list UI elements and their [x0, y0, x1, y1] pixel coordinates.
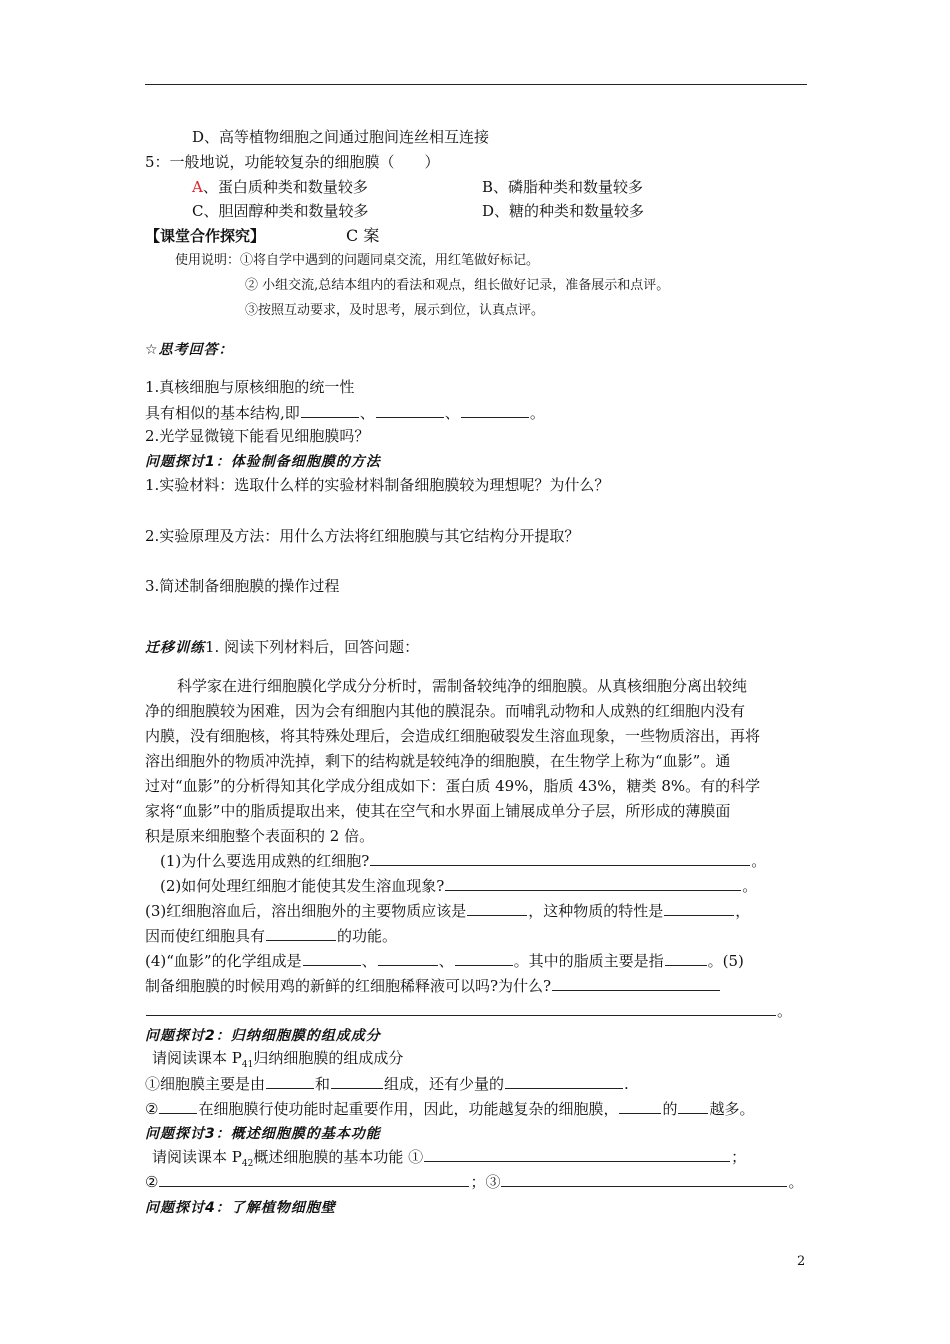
- read-pre: 请阅读课本 P: [152, 1049, 242, 1067]
- explore-2-line-1: [145, 1073, 629, 1094]
- q5-option-c: C、胆固醇种类和数量较多: [192, 202, 369, 220]
- answer-blank[interactable]: [376, 402, 444, 418]
- answer-blank[interactable]: [665, 950, 707, 966]
- answer-blank[interactable]: [467, 900, 527, 916]
- answer-blank[interactable]: [445, 875, 741, 891]
- sq3-text-e: 的功能。: [337, 927, 398, 945]
- explore-1-q1: 1.实验材料：选取什么样的实验材料制备细胞膜较为理想呢？为什么？: [145, 476, 610, 494]
- option-a-text: 、蛋白质种类和数量较多: [202, 178, 368, 196]
- answer-blank[interactable]: [619, 1098, 661, 1114]
- l2d: 越多。: [709, 1100, 755, 1118]
- usage-note-2: ② 小组交流,总结本组内的看法和观点，组长做好记录，准备展示和点评。: [245, 278, 670, 293]
- answer-blank[interactable]: [664, 900, 734, 916]
- answer-blank[interactable]: [301, 402, 359, 418]
- sub-question-2: [160, 875, 757, 896]
- sub-question-1: [160, 850, 766, 871]
- explore-3-title: 问题探讨3：概述细胞膜的基本功能: [145, 1126, 381, 1142]
- material-line-5: 过对“血影”的分析得知其化学成分组成如下：蛋白质 49%，脂质 43%，糖类 8%。有的科学: [145, 777, 761, 795]
- answer-blank[interactable]: [461, 402, 529, 418]
- semicolon: ；: [731, 1148, 747, 1166]
- sq5-text: 制备细胞膜的时候用鸡的新鲜的红细胞稀释液可以吗?为什么?: [145, 977, 552, 995]
- usage-note-3: ③按照互动要求，及时思考，展示到位，认真点评。: [245, 303, 545, 318]
- separator: 、: [361, 952, 377, 970]
- separator: 、: [444, 404, 460, 422]
- read-post: 归纳细胞膜的组成成分: [253, 1049, 404, 1067]
- answer-blank[interactable]: [159, 1171, 469, 1187]
- circle-2: ②: [145, 1173, 159, 1191]
- q5-option-a: [192, 177, 368, 197]
- option-a-letter: A: [192, 178, 203, 196]
- read-post: 概述细胞膜的基本功能 ①: [253, 1148, 424, 1166]
- material-line-1: 科学家在进行细胞膜化学成分分析时，需制备较纯净的细胞膜。从真核细胞分离出较纯: [177, 677, 748, 695]
- sub-question-3: [145, 900, 750, 921]
- answer-blank[interactable]: [424, 1146, 730, 1162]
- l2c: 的: [662, 1100, 678, 1118]
- material-line-6: 家将“血影”中的脂质提取出来，使其在空气和水界面上铺展成单分子层，所形成的薄膜面: [145, 802, 731, 820]
- think-q1-line: [145, 402, 545, 423]
- explore-1-title: 问题探讨1：体验制备细胞膜的方法: [145, 454, 381, 470]
- answer-blank[interactable]: [303, 950, 361, 966]
- material-line-3: 内膜，没有细胞核，将其特殊处理后，会造成红细胞破裂发生溶血现象，一些物质溶出，再将: [145, 727, 761, 745]
- answer-blank[interactable]: [370, 850, 750, 866]
- answer-blank[interactable]: [455, 950, 513, 966]
- sq3-text-a: (3)红细胞溶血后，溶出细胞外的主要物质应该是: [145, 902, 467, 920]
- l2b: 在细胞膜行使功能时起重要作用，因此，功能越复杂的细胞膜，: [198, 1100, 619, 1118]
- explore-1-q3: 3.简述制备细胞膜的操作过程: [145, 577, 340, 595]
- answer-blank[interactable]: [146, 1000, 776, 1016]
- answer-blank[interactable]: [266, 1073, 314, 1089]
- sq4-text-c: 。(5): [707, 952, 744, 970]
- transfer-training-heading: [145, 637, 419, 658]
- usage-note-1: 使用说明：①将自学中遇到的问题同桌交流，用红笔做好标记。: [175, 253, 540, 268]
- period: 。: [751, 852, 767, 870]
- q5-stem: 5：一般地说，功能较复杂的细胞膜（ ）: [145, 153, 440, 171]
- answer-blank[interactable]: [552, 975, 720, 991]
- l2a: ②: [145, 1100, 159, 1118]
- answer-blank[interactable]: [678, 1098, 708, 1114]
- transfer-label: 迁移训练: [145, 640, 205, 656]
- answer-blank[interactable]: [266, 925, 336, 941]
- q4-option-d: D、高等植物细胞之间通过胞间连丝相互连接: [192, 128, 490, 146]
- explore-1-q2: 2.实验原理及方法：用什么方法将红细胞膜与其它结构分开提取？: [145, 527, 580, 545]
- q5-option-b: B、磷脂种类和数量较多: [482, 178, 644, 196]
- top-rule: [145, 84, 807, 85]
- period: 。: [742, 877, 758, 895]
- explore-3-line-2: [145, 1171, 803, 1192]
- l1b: 和: [315, 1075, 331, 1093]
- think-q1: 1.真核细胞与原核细胞的统一性: [145, 378, 355, 396]
- circle-3: ；③: [470, 1173, 501, 1191]
- explore-2-read: [152, 1048, 403, 1075]
- material-line-7: 积是原来细胞整个表面积的 2 倍。: [145, 827, 375, 845]
- think-q2: 2.光学显微镜下能看见细胞膜吗？: [145, 427, 370, 445]
- read-pre: 请阅读课本 P: [152, 1148, 242, 1166]
- sq1-text: (1)为什么要选用成熟的红细胞?: [160, 852, 370, 870]
- period: 。: [529, 404, 545, 422]
- sub-question-5: [145, 975, 721, 996]
- l1a: ①细胞膜主要是由: [145, 1075, 266, 1093]
- explore-3-read: [152, 1146, 746, 1174]
- sq3-text-b: ，这种物质的特性是: [528, 902, 664, 920]
- sq3-text-d: 因而使红细胞具有: [145, 927, 266, 945]
- separator: 、: [359, 404, 375, 422]
- section-c-title: 【课堂合作探究】: [145, 227, 266, 245]
- page-number: 2: [797, 1254, 806, 1269]
- answer-blank[interactable]: [159, 1098, 197, 1114]
- q5-option-d: D、糖的种类和数量较多: [482, 202, 645, 220]
- answer-blank[interactable]: [505, 1073, 623, 1089]
- page-ref: 41: [241, 1060, 254, 1070]
- answer-blank[interactable]: [378, 950, 438, 966]
- page-ref: 42: [241, 1159, 254, 1169]
- think-answer-title: ☆思考回答：: [145, 342, 234, 358]
- q1-line-text: 具有相似的基本结构,即: [145, 404, 300, 422]
- sq3-text-c: ，: [735, 902, 751, 920]
- material-line-4: 溶出细胞外的物质冲洗掉，剩下的结构就是较纯净的细胞膜，在生物学上称为“血影”。通: [145, 752, 731, 770]
- sq4-text-b: 。其中的脂质主要是指: [513, 952, 664, 970]
- answer-blank[interactable]: [501, 1171, 787, 1187]
- l1c: 组成，还有少量的: [384, 1075, 505, 1093]
- sq4-text-a: (4)“血影”的化学组成是: [145, 952, 302, 970]
- explore-2-title: 问题探讨2：归纳细胞膜的组成成分: [145, 1028, 381, 1044]
- sub-question-3-cont: [145, 925, 397, 946]
- period: 。: [788, 1173, 804, 1191]
- section-c-case: C 案: [346, 226, 380, 245]
- explore-4-title: 问题探讨4：了解植物细胞壁: [145, 1200, 336, 1216]
- explore-2-line-2: [145, 1098, 755, 1119]
- sub-question-4: [145, 950, 744, 971]
- separator: 、: [438, 952, 454, 970]
- l1d: .: [624, 1075, 629, 1093]
- period: 。: [777, 1002, 793, 1020]
- material-line-2: 净的细胞膜较为困难，因为会有细胞内其他的膜混杂。而哺乳动物和人成熟的红细胞内没有: [145, 702, 746, 720]
- answer-blank[interactable]: [331, 1073, 383, 1089]
- sub-question-5-line: [145, 1000, 792, 1021]
- sq2-text: (2)如何处理红细胞才能使其发生溶血现象?: [160, 877, 445, 895]
- transfer-intro: 1. 阅读下列材料后，回答问题：: [205, 638, 420, 656]
